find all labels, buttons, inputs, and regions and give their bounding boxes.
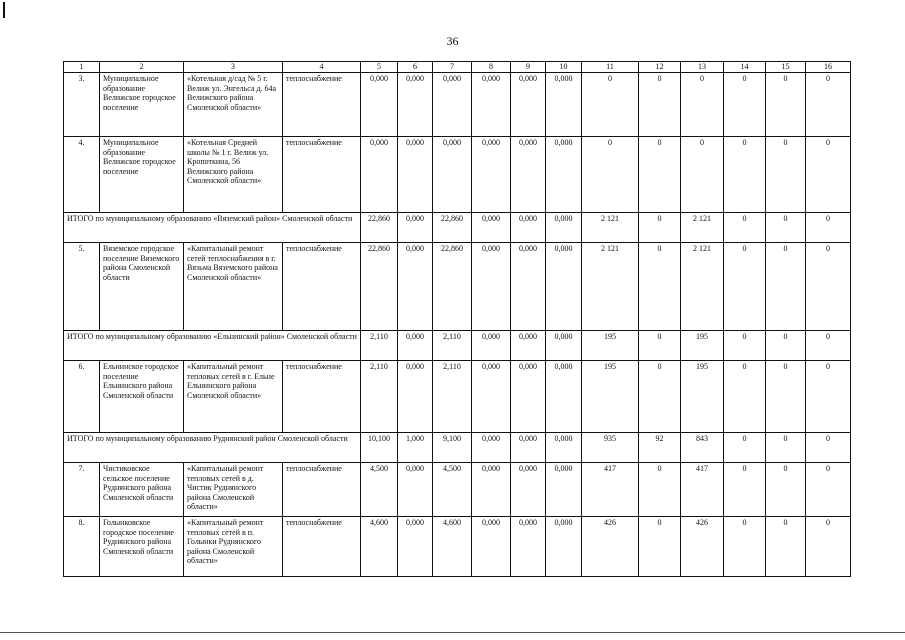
value-cell: 9,100 (433, 433, 472, 463)
row-number-cell: 8. (64, 517, 100, 577)
value-cell: 0,000 (511, 361, 546, 433)
supply-type-cell: теплоснабжение (283, 361, 361, 433)
value-cell: 1,000 (398, 433, 433, 463)
value-cell: 0,000 (511, 213, 546, 243)
value-cell: 22,860 (433, 243, 472, 331)
value-cell: 0,000 (361, 73, 398, 137)
value-cell: 92 (639, 433, 681, 463)
value-cell: 195 (582, 361, 639, 433)
column-number-cell: 11 (582, 62, 639, 73)
column-number-cell: 15 (766, 62, 806, 73)
value-cell: 0,000 (472, 361, 511, 433)
value-cell: 0 (806, 331, 851, 361)
value-cell: 0 (639, 243, 681, 331)
value-cell: 0 (766, 331, 806, 361)
column-number-cell: 7 (433, 62, 472, 73)
value-cell: 0,000 (546, 361, 582, 433)
value-cell: 0 (639, 463, 681, 517)
value-cell: 10,100 (361, 433, 398, 463)
object-cell: «Капитальный ремонт сетей теплоснабжения в г. Вязьма Вяземского района Смоленской области» (184, 243, 283, 331)
value-cell: 2,110 (433, 361, 472, 433)
bottom-rule (0, 632, 905, 633)
municipality-cell: Голынковское городское поселение Руднянского района Смоленской области (100, 517, 184, 577)
value-cell: 0 (639, 137, 681, 213)
value-cell: 0 (806, 463, 851, 517)
value-cell: 0,000 (433, 137, 472, 213)
municipality-cell: Ельнинское городское поселение Ельнинского района Смоленской области (100, 361, 184, 433)
column-number-cell: 8 (472, 62, 511, 73)
value-cell: 0,000 (398, 73, 433, 137)
value-cell: 0 (639, 213, 681, 243)
column-number-cell: 3 (184, 62, 283, 73)
value-cell: 0,000 (511, 517, 546, 577)
object-cell: «Капитальный ремонт тепловых сетей в п. Голынки Руднянского района Смоленской области» (184, 517, 283, 577)
total-row (64, 433, 851, 463)
total-label-cell: ИТОГО по муниципальному образованию Руднянский район Смоленской области (64, 433, 361, 463)
value-cell: 0,000 (361, 137, 398, 213)
value-cell: 0,000 (511, 243, 546, 331)
object-cell: «Капитальный ремонт тепловых сетей в д. Чистик Руднянского района Смоленской области» (184, 463, 283, 517)
table-row (64, 361, 851, 433)
value-cell: 2 121 (582, 213, 639, 243)
column-number-cell: 12 (639, 62, 681, 73)
object-cell: «Котельная Средней школы № 1 г. Велиж ул. Кропоткина, 56 Велижского района Смоленской области» (184, 137, 283, 213)
value-cell: 0,000 (511, 433, 546, 463)
value-cell: 0 (724, 463, 766, 517)
total-row (64, 213, 851, 243)
total-row (64, 331, 851, 361)
value-cell: 417 (582, 463, 639, 517)
value-cell: 0,000 (472, 137, 511, 213)
column-number-row (64, 62, 851, 73)
object-cell: «Капитальный ремонт тепловых сетей в г. Ельне Ельнинского района Смоленской области» (184, 361, 283, 433)
supply-type-cell: теплоснабжение (283, 73, 361, 137)
table-row (64, 73, 851, 137)
column-number-cell: 14 (724, 62, 766, 73)
supply-type-cell: теплоснабжение (283, 517, 361, 577)
value-cell: 0,000 (546, 463, 582, 517)
value-cell: 0 (724, 73, 766, 137)
investment-table (63, 61, 851, 577)
column-number-cell: 9 (511, 62, 546, 73)
value-cell: 0,000 (546, 517, 582, 577)
table-body (64, 62, 851, 577)
row-number-cell: 7. (64, 463, 100, 517)
supply-type-cell: теплоснабжение (283, 243, 361, 331)
table-row (64, 137, 851, 213)
value-cell: 4,500 (433, 463, 472, 517)
municipality-cell: Муниципальное образование Велижское городское поселение (100, 73, 184, 137)
value-cell: 2,110 (433, 331, 472, 361)
value-cell: 4,600 (433, 517, 472, 577)
value-cell: 0,000 (398, 463, 433, 517)
value-cell: 4,500 (361, 463, 398, 517)
value-cell: 0 (806, 433, 851, 463)
value-cell: 0,000 (398, 243, 433, 331)
value-cell: 4,600 (361, 517, 398, 577)
value-cell: 0,000 (398, 331, 433, 361)
value-cell: 195 (681, 331, 724, 361)
value-cell: 0,000 (433, 73, 472, 137)
table-row (64, 463, 851, 517)
value-cell: 0 (639, 517, 681, 577)
value-cell: 0,000 (398, 517, 433, 577)
value-cell: 0 (681, 137, 724, 213)
value-cell: 0 (766, 517, 806, 577)
value-cell: 2 121 (681, 213, 724, 243)
value-cell: 0,000 (472, 213, 511, 243)
value-cell: 0 (724, 213, 766, 243)
value-cell: 2 121 (681, 243, 724, 331)
value-cell: 0 (766, 213, 806, 243)
value-cell: 2,110 (361, 361, 398, 433)
value-cell: 0 (639, 331, 681, 361)
value-cell: 0,000 (546, 243, 582, 331)
value-cell: 0,000 (398, 361, 433, 433)
value-cell: 0,000 (546, 331, 582, 361)
value-cell: 0 (806, 73, 851, 137)
value-cell: 0,000 (398, 137, 433, 213)
column-number-cell: 1 (64, 62, 100, 73)
value-cell: 0,000 (511, 73, 546, 137)
column-number-cell: 16 (806, 62, 851, 73)
page-number: 36 (446, 34, 459, 48)
value-cell: 195 (582, 331, 639, 361)
value-cell: 0,000 (398, 213, 433, 243)
total-label-cell: ИТОГО по муниципальному образованию «Вяземский район» Смоленской области (64, 213, 361, 243)
column-number-cell: 6 (398, 62, 433, 73)
value-cell: 0 (724, 517, 766, 577)
value-cell: 0 (724, 331, 766, 361)
value-cell: 22,860 (361, 243, 398, 331)
value-cell: 0,000 (511, 137, 546, 213)
value-cell: 0,000 (472, 433, 511, 463)
object-cell: «Котельная д/сад № 5 г. Велиж ул. Энгельса д. 64а Велижского района Смоленской области» (184, 73, 283, 137)
municipality-cell: Чистиковское сельское поселение Руднянского района Смоленской области (100, 463, 184, 517)
value-cell: 0 (724, 361, 766, 433)
value-cell: 0 (681, 73, 724, 137)
value-cell: 0 (766, 433, 806, 463)
value-cell: 0,000 (546, 137, 582, 213)
value-cell: 0 (639, 73, 681, 137)
value-cell: 0,000 (546, 213, 582, 243)
value-cell: 935 (582, 433, 639, 463)
row-number-cell: 6. (64, 361, 100, 433)
municipality-cell: Муниципальное образование Велижское городское поселение (100, 137, 184, 213)
value-cell: 0,000 (546, 433, 582, 463)
value-cell: 2,110 (361, 331, 398, 361)
table-row (64, 517, 851, 577)
value-cell: 22,860 (361, 213, 398, 243)
column-number-cell: 10 (546, 62, 582, 73)
supply-type-cell: теплоснабжение (283, 463, 361, 517)
value-cell: 417 (681, 463, 724, 517)
value-cell: 0 (806, 137, 851, 213)
value-cell: 0 (724, 433, 766, 463)
value-cell: 0,000 (511, 463, 546, 517)
value-cell: 0,000 (472, 517, 511, 577)
value-cell: 0 (724, 137, 766, 213)
value-cell: 843 (681, 433, 724, 463)
total-label-cell: ИТОГО по муниципальному образованию «Ельнинский район» Смоленской области (64, 331, 361, 361)
value-cell: 0 (806, 517, 851, 577)
value-cell: 0,000 (472, 243, 511, 331)
column-number-cell: 2 (100, 62, 184, 73)
value-cell: 0 (806, 213, 851, 243)
value-cell: 0,000 (472, 331, 511, 361)
value-cell: 0,000 (546, 73, 582, 137)
value-cell: 0,000 (472, 463, 511, 517)
value-cell: 0,000 (511, 331, 546, 361)
row-number-cell: 5. (64, 243, 100, 331)
value-cell: 195 (681, 361, 724, 433)
value-cell: 0 (766, 463, 806, 517)
column-number-cell: 4 (283, 62, 361, 73)
value-cell: 0,000 (472, 73, 511, 137)
row-number-cell: 4. (64, 137, 100, 213)
value-cell: 0 (724, 243, 766, 331)
municipality-cell: Вяземское городское поселение Вяземского района Смоленской области (100, 243, 184, 331)
value-cell: 0 (639, 361, 681, 433)
value-cell: 0 (766, 73, 806, 137)
supply-type-cell: теплоснабжение (283, 137, 361, 213)
column-number-cell: 5 (361, 62, 398, 73)
value-cell: 426 (681, 517, 724, 577)
value-cell: 0 (806, 361, 851, 433)
value-cell: 0 (806, 243, 851, 331)
value-cell: 0 (766, 137, 806, 213)
table-row (64, 243, 851, 331)
value-cell: 0 (766, 243, 806, 331)
value-cell: 426 (582, 517, 639, 577)
value-cell: 22,860 (433, 213, 472, 243)
row-number-cell: 3. (64, 73, 100, 137)
edge-scan-mark (3, 2, 5, 18)
value-cell: 0 (582, 137, 639, 213)
column-number-cell: 13 (681, 62, 724, 73)
value-cell: 2 121 (582, 243, 639, 331)
value-cell: 0 (582, 73, 639, 137)
value-cell: 0 (766, 361, 806, 433)
